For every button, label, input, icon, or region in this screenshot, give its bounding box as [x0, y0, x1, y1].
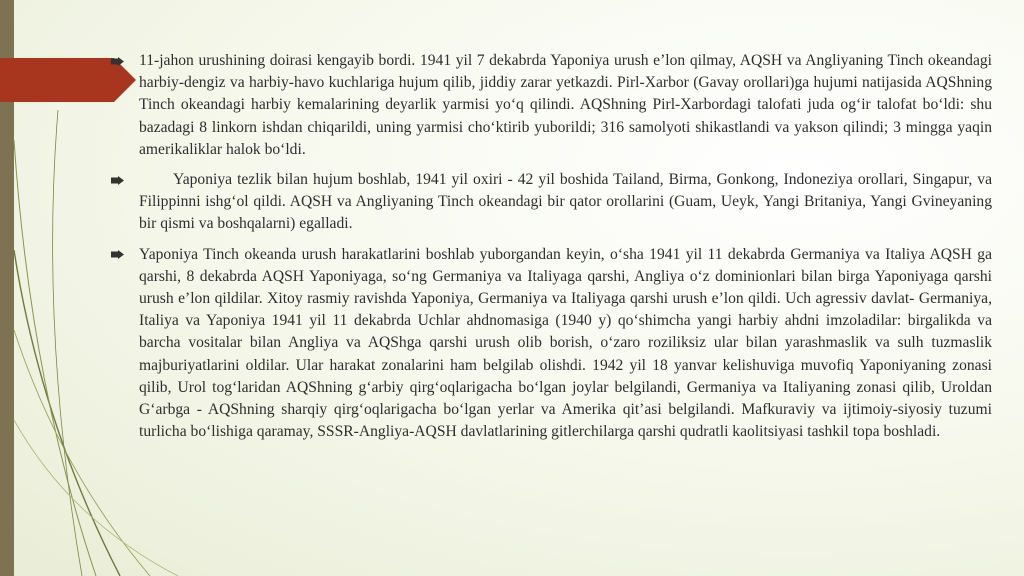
bullet-item: [111, 50, 992, 161]
arrow-bullet-icon: [111, 244, 139, 266]
paragraph: Yaponiya Tinch okeanda urush harakatlarini boshlab yuborgandan keyin, o‘sha 1941 yil 11 dekabrda Germaniya va Italiya AQSH ga qarshi, 8 dekabrda AQSH Yaponiyaga, so‘ng Germaniya va Italiyaga qarshi, Angliya o‘z dominionlari bilan birga Yaponiyaga qarshi urush e’lon qildilar. Xitoy rasmiy ravishda Yaponiya, Germaniya va Italiyaga qarshi urush e’lon qildi. Uch agressiv davlat- Germaniya, Italiya va Yaponiya 1941 yil 11 dekabrda Uchlar ahdnomasiga (1940 y) qo‘shimcha yangi harbiy ahdni imzoladilar: birgalikda va barcha vositalar bilan Angliya va AQShga qarshi urush olib borish, o‘zaro roziliksiz ular bilan yarashmaslik va sulh tuzmaslik majburiyatlarini oldilar. Ular harakat zonalarini ham belgilab olishdi. 1942 yil 18 yanvar kelishuviga muvofiq Yaponiyaning zonasi qilib, Urol tog‘laridan AQShning g‘arbiy qirg‘oqlarigacha bo‘lgan joylar belgilandi, Germaniya va Italiyaning zonasi qilib, Uroldan G‘arbga - AQShning sharqiy qirg‘oqlarigacha bo‘lgan yerlar va Amerika qit’asi belgilandi. Mafkuraviy va ijtimoiy-siyosiy tuzumi turlicha bo‘lishiga qaramay, SSSR-Angliya-AQSH davlatlarining gitlerchilarga qarshi qudratli kaolitsiyasi tashkil topa boshladi.: [139, 245, 992, 441]
bullet-item: [111, 244, 992, 444]
paragraph: 11-jahon urushining doirasi kengayib bordi. 1941 yil 7 dekabrda Yaponiya urush e’lon qilmay, AQSH va Angliyaning Tinch okeandagi harbiy-dengiz va harbiy-havo kuchlariga hujum qilib, jiddiy zarar yetkazdi. Pirl-Xarbor (Gavay orollari)ga hujumi natijasida AQShning Tinch okeandagi harbiy kemalarining deyarlik yarmisi yo‘q qilindi. AQShning Pirl-Xarbordagi talofati juda og‘ir talofat bo‘ldi: shu bazadagi 8 linkorn ishdan chiqarildi, uning yarmisi cho‘ktirib yuborildi; 316 samolyoti shikastlandi va yakson qilindi; 3 mingga yaqin amerikaliklar halok bo‘ldi.: [139, 52, 992, 158]
bullet-item: [111, 169, 992, 236]
arrow-bullet-icon: [111, 50, 139, 72]
paragraph: Yaponiya tezlik bilan hujum boshlab, 1941 yil oxiri - 42 yil boshida Tailand, Birma, Gonkong, Indoneziya orollari, Singapur, va Filippinni ishg‘ol qildi. AQSH va Angliyaning Tinch okeandagi bir qator orollarini (Guam, Ueyk, Yangi Britaniya, Yangi Gvineyaning bir qismi va boshqalarni) egalladi.: [139, 171, 992, 233]
arrow-bullet-icon: [111, 169, 139, 191]
slide-content: [111, 50, 992, 451]
